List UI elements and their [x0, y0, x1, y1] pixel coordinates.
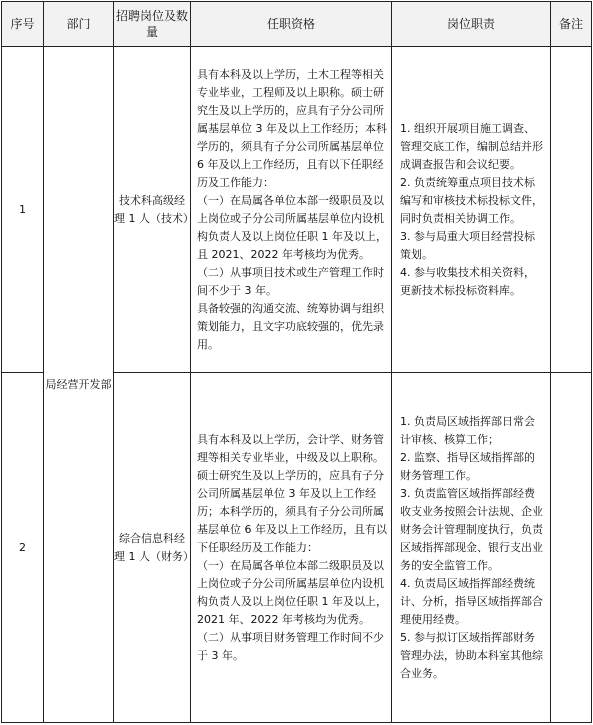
header-duties: 岗位职责: [392, 2, 551, 47]
header-row: [2, 2, 592, 47]
header-no: 序号: [2, 2, 44, 47]
recruitment-table: [1, 1, 592, 723]
department-cell: 局经营开发部: [44, 47, 114, 723]
duties-cell: [392, 47, 551, 373]
qualification-paragraph: 具有本科及以上学历，土木工程等相关专业毕业，工程师及以上职称。硕士研究生及以上学历的，应具有子分公司所属基层单位 3 年及以上工作经历；本科学历的，须具有子分公司所属基层单位 6 年及以上工作经历，且有以下任职经历及工作能力：: [197, 67, 387, 189]
row-number: 1: [2, 47, 44, 373]
row-number: 2: [2, 373, 44, 723]
qualification-paragraph: （一）在局属各单位本部一级职员及以上岗位或子分公司所属基层单位内设机构负责人及以上岗位任职 1 年及以上，且 2021、2022 年考核均为优秀。: [197, 193, 387, 261]
position-cell: 综合信息科经理 1 人（财务）: [114, 373, 191, 723]
duty-item: 2. 负责统筹重点项目技术标编写和审核技术标投标文件，同时负责相关协调工作。: [400, 175, 543, 225]
duty-item: 2. 监察、指导区域指挥部的财务管理工作。: [400, 450, 535, 482]
duty-item: 3. 参与局重大项目经营投标策划。: [400, 229, 535, 261]
duty-item: 5. 参与拟订区域指挥部财务管理办法，协助本科室其他综合业务。: [400, 630, 543, 680]
header-qualification: 任职资格: [191, 2, 392, 47]
position-cell: 技术科高级经理 1 人（技术）: [114, 47, 191, 373]
qualification-paragraph: 具备较强的沟通交流、统筹协调与组织策划能力，且文字功底较强的，优先录用。: [197, 301, 384, 351]
remarks-cell: [551, 373, 592, 723]
qualification-cell: [191, 373, 392, 723]
qualification-paragraph: 具有本科及以上学历，会计学、财务管理等相关专业毕业，中级及以上职称。硕士研究生及以上学历的，应具有子分公司所属基层单位 3 年及以上工作经历；本科学历的，须具有子分公司所属基层单位 6 年及以上工作经历，且有以下任职经历及工作能力：: [197, 432, 387, 554]
duty-item: 4. 负责局区域指挥部经费统计、分析，指导区域指挥部合理使用经费。: [400, 576, 543, 626]
duty-item: 1. 组织开展项目施工调查、管理交底工作，编制总结并形成调查报告和会议纪要。: [400, 121, 543, 171]
duty-item: 1. 负责局区域指挥部日常会计审核、核算工作；: [400, 414, 535, 446]
table-row: [2, 47, 592, 373]
header-position: 招聘岗位及数量: [114, 2, 191, 47]
header-dept: 部门: [44, 2, 114, 47]
remarks-cell: [551, 47, 592, 373]
duty-item: 3. 负责监管区域指挥部经费收支业务按照会计法规、企业财务会计管理制度执行，负责区域指挥部现金、银行支出业务的安全监管工作。: [400, 486, 543, 572]
qualification-cell: [191, 47, 392, 373]
qualification-paragraph: （二）从事项目财务管理工作时间不少于 3 年。: [197, 630, 384, 662]
duty-item: 4. 参与收集技术相关资料，更新技术标投标资料库。: [400, 265, 535, 297]
duties-cell: [392, 373, 551, 723]
qualification-paragraph: （一）在局属各单位本部二级职员及以上岗位或子分公司所属基层单位内设机构负责人及以上岗位任职 1 年及以上，2021 年、2022 年考核均为优秀。: [197, 558, 387, 626]
header-remarks: 备注: [551, 2, 592, 47]
qualification-paragraph: （二）从事项目技术或生产管理工作时间不少于 3 年。: [197, 265, 384, 297]
